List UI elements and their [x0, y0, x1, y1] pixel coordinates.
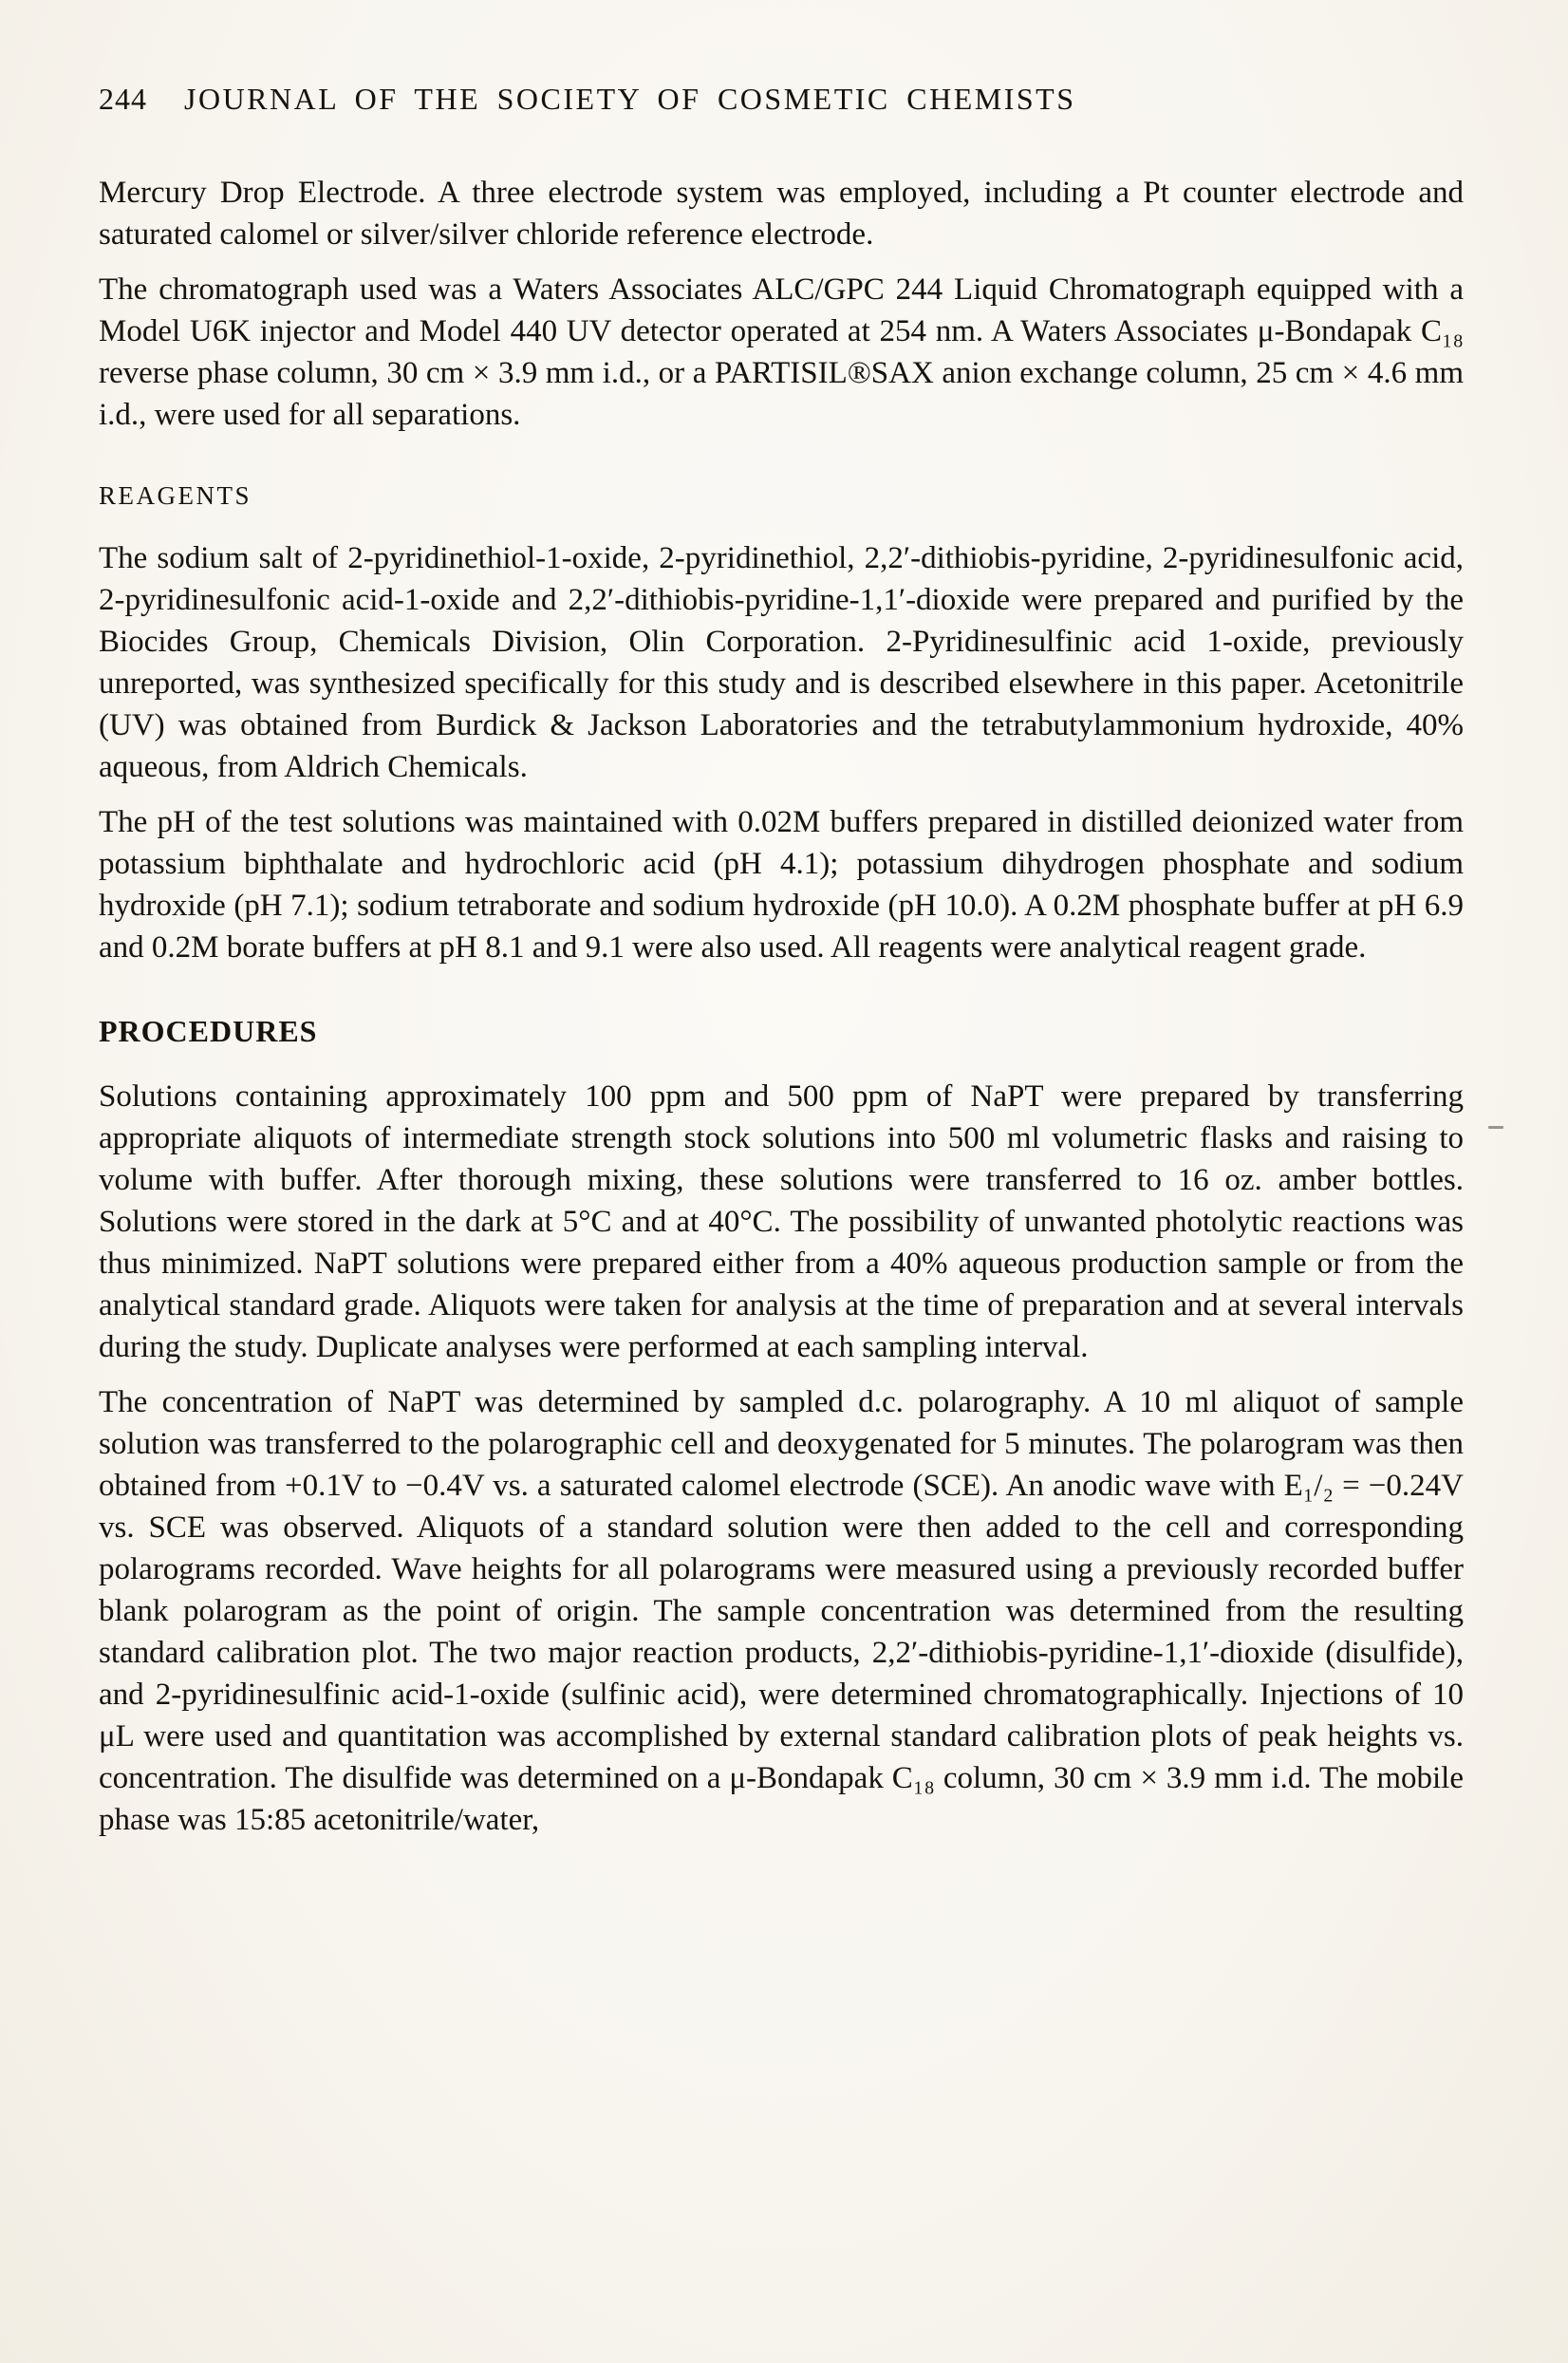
- paragraph-chromatograph: The chromatograph used was a Waters Associates ALC/GPC 244 Liquid Chromatograph equipped with a Model U6K injector and Model 440 UV detector operated at 254 nm. A Waters Associates μ-Bondapak C₁₈ reverse phase column, 30 cm × 3.9 mm i.d., or a PARTISIL®SAX anion exchange column, 25 cm × 4.6 mm i.d., were used for all separations.: [99, 272, 1464, 432]
- paragraph-mercury-drop-electrode: Mercury Drop Electrode. A three electrode system was employed, including a Pt counter electrode and saturated calomel or silver/silver chloride reference electrode.: [99, 176, 1464, 252]
- paragraph-procedures-polarography: The concentration of NaPT was determined by sampled d.c. polarography. A 10 ml aliquot of sample solution was transferred to the polarographic cell and deoxygenated for 5 minutes. The polarogram was then obtained from +0.1V to −0.4V vs. a saturated calomel electrode (SCE). An anodic wave with E₁/₂ = −0.24V vs. SCE was observed. Aliquots of a standard solution were then added to the cell and corresponding polarograms recorded. Wave heights for all polarograms were measured using a previously recorded buffer blank polarogram as the point of origin. The sample concentration was determined from the resulting standard calibration plot. The two major reaction products, 2,2′-dithiobis-pyridine-1,1′-dioxide (disulfide), and 2-pyridinesulfinic acid-1-oxide (sulfinic acid), were determined chromatographically. Injections of 10 μL were used and quantitation was accomplished by external standard calibration plots of peak heights vs. concentration. The disulfide was determined on a μ-Bondapak C₁₈ column, 30 cm × 3.9 mm i.d. The mobile phase was 15:85 acetonitrile/water,: [99, 1385, 1464, 1837]
- journal-title: JOURNAL OF THE SOCIETY OF COSMETIC CHEMISTS: [184, 82, 1076, 116]
- page-number: 244: [99, 82, 147, 116]
- section-heading-reagents: REAGENTS: [99, 481, 252, 510]
- paragraph-reagents-sources: The sodium salt of 2-pyridinethiol-1-oxide, 2-pyridinethiol, 2,2′-dithiobis-pyridine, 2-pyridinesulfonic acid, 2-pyridinesulfonic acid-1-oxide and 2,2′-dithiobis-pyridine-1,1′-dioxide were prepared and purified by the Biocides Group, Chemicals Division, Olin Corporation. 2-Pyridinesulfinic acid 1-oxide, previously unreported, was synthesized specifically for this study and is described elsewhere in this paper. Acetonitrile (UV) was obtained from Burdick & Jackson Laboratories and the tetrabutylammonium hydroxide, 40% aqueous, from Aldrich Chemicals.: [99, 541, 1464, 784]
- article-body: [99, 172, 1464, 1841]
- paragraph-reagents-buffers: The pH of the test solutions was maintained with 0.02M buffers prepared in distilled deionized water from potassium biphthalate and hydrochloric acid (pH 4.1); potassium dihydrogen phosphate and sodium hydroxide (pH 7.1); sodium tetraborate and sodium hydroxide (pH 10.0). A 0.2M phosphate buffer at pH 6.9 and 0.2M borate buffers at pH 8.1 and 9.1 were also used. All reagents were analytical reagent grade.: [99, 805, 1464, 965]
- section-heading-procedures: PROCEDURES: [99, 1014, 318, 1048]
- running-head: [99, 82, 1464, 117]
- scan-artifact-dash: [1488, 1126, 1503, 1129]
- paragraph-procedures-solutions: Solutions containing approximately 100 ppm and 500 ppm of NaPT were prepared by transferring appropriate aliquots of intermediate strength stock solutions into 500 ml volumetric flasks and raising to volume with buffer. After thorough mixing, these solutions were transferred to 16 oz. amber bottles. Solutions were stored in the dark at 5°C and at 40°C. The possibility of unwanted photolytic reactions was thus minimized. NaPT solutions were prepared either from a 40% aqueous production sample or from the analytical standard grade. Aliquots were taken for analysis at the time of preparation and at several intervals during the study. Duplicate analyses were performed at each sampling interval.: [99, 1079, 1464, 1364]
